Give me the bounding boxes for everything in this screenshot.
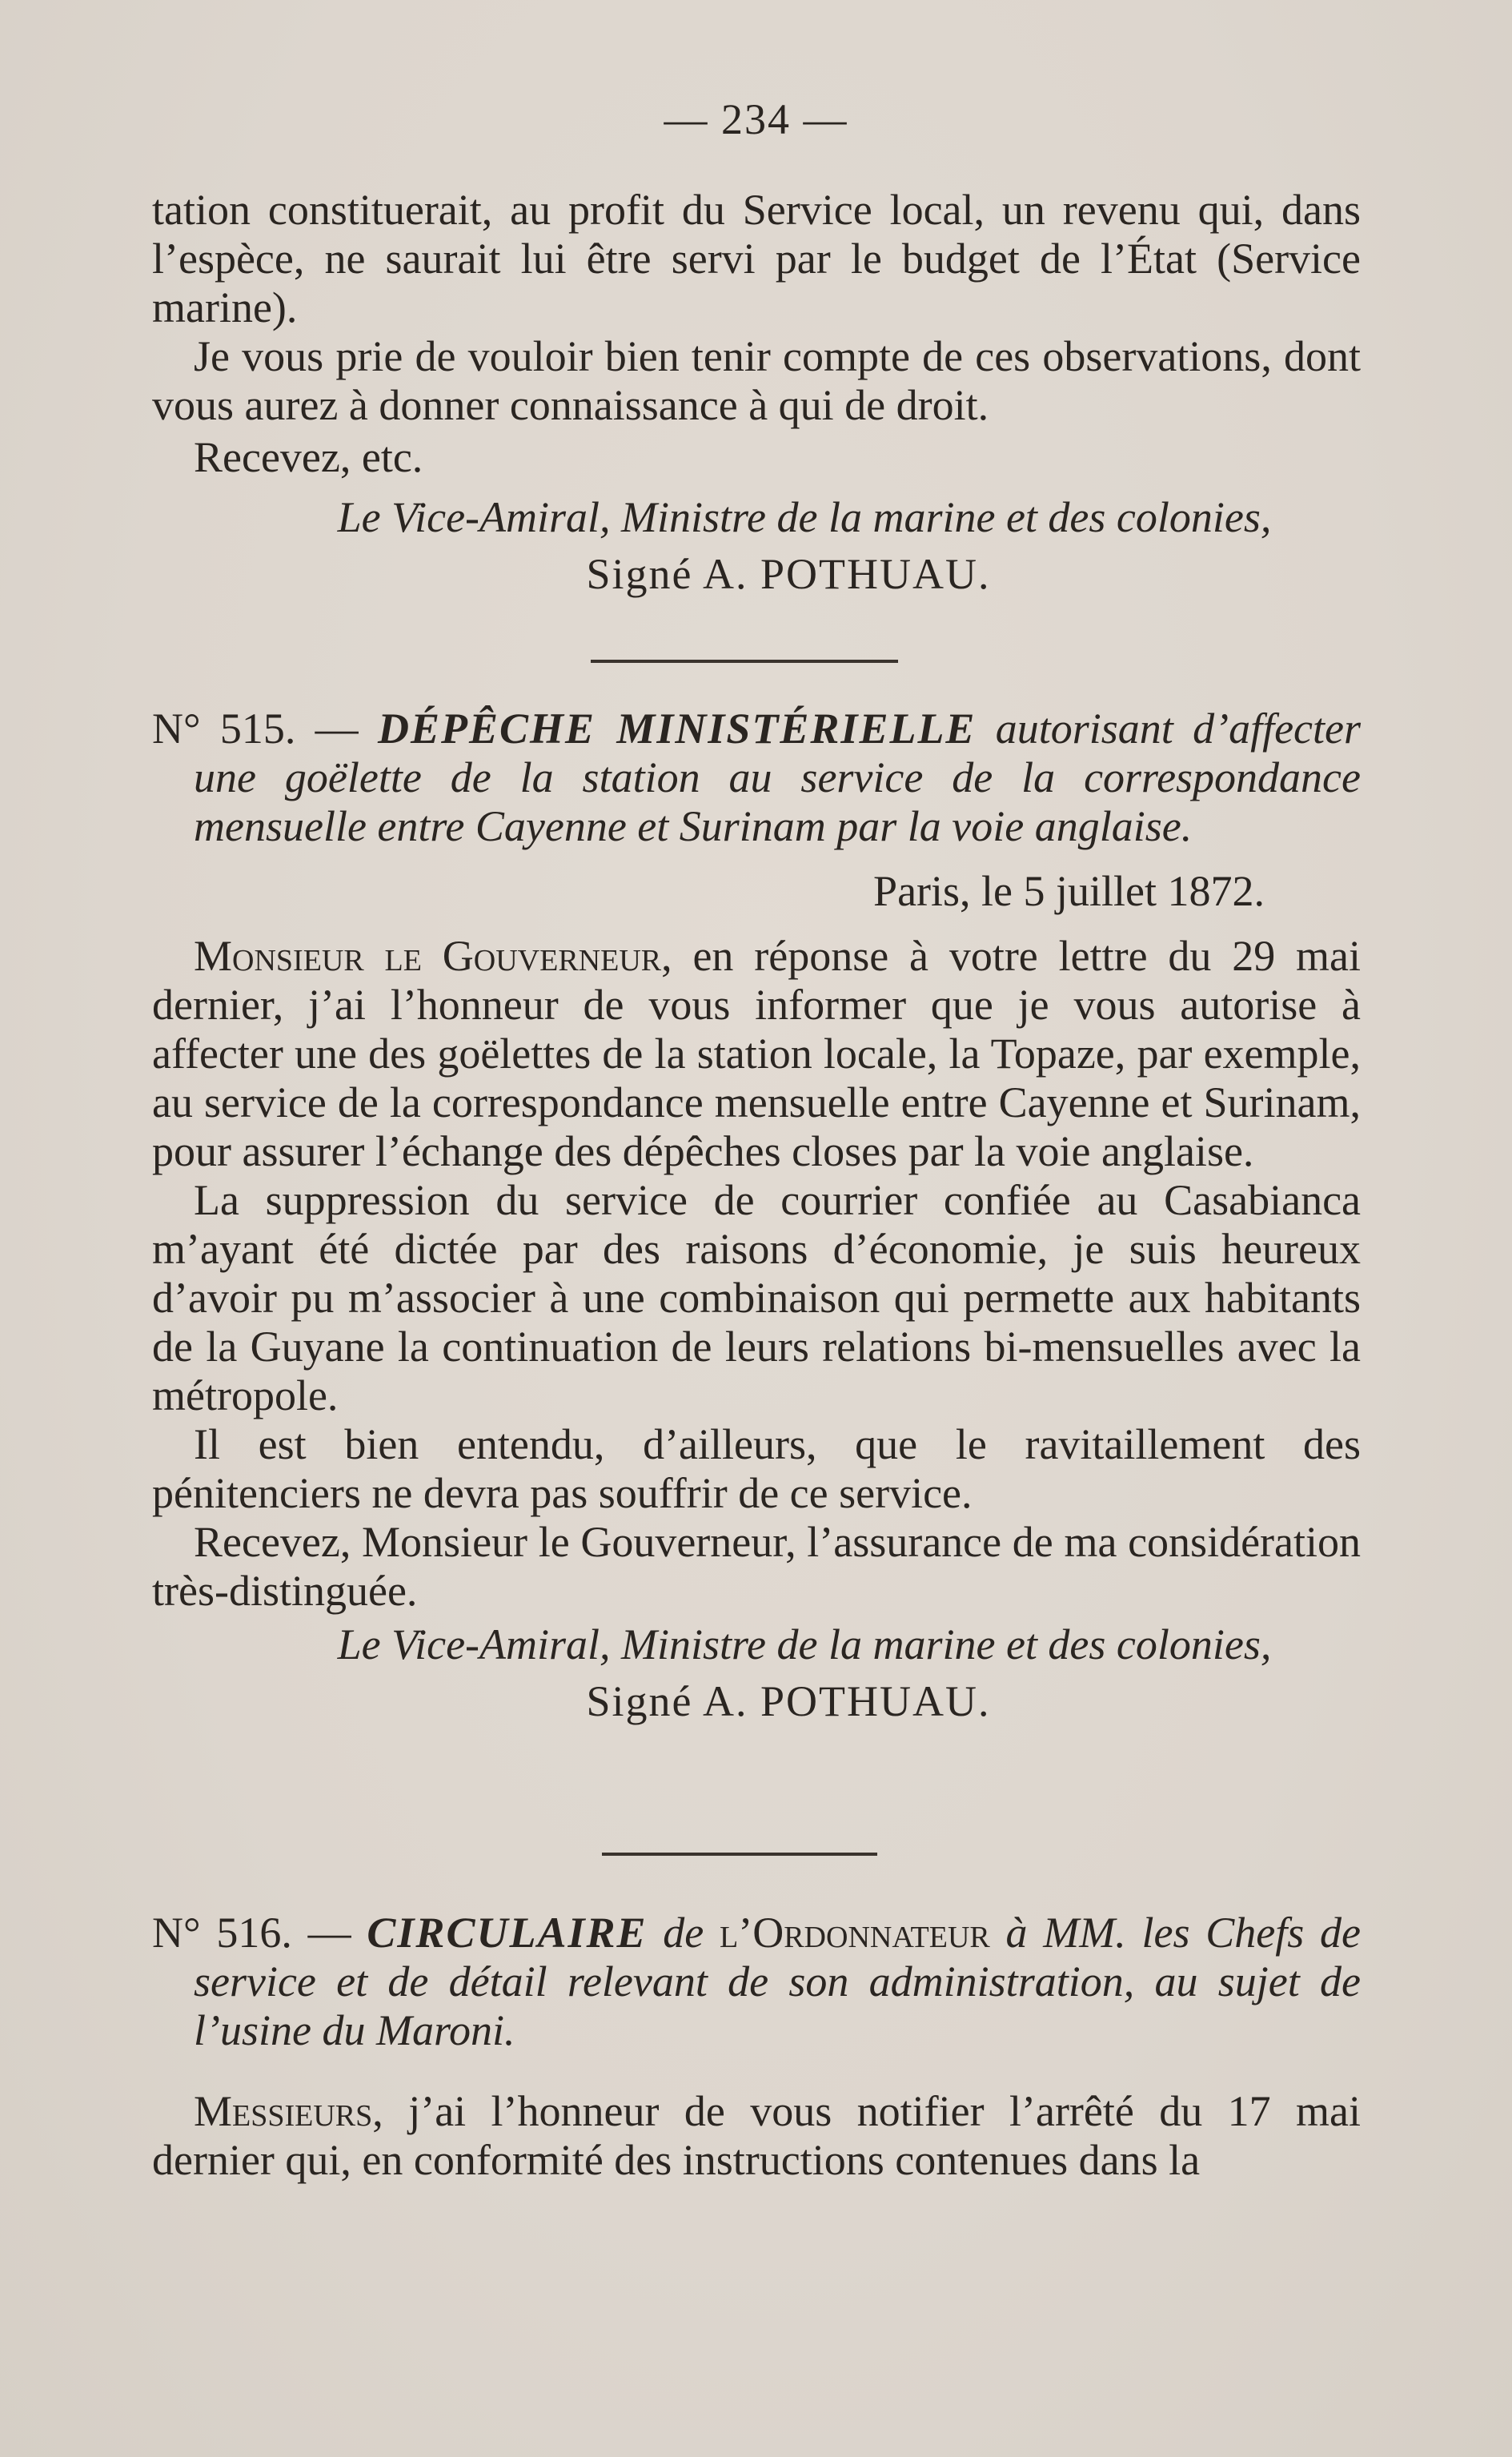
document-de: de	[663, 1909, 704, 1957]
paragraph	[152, 932, 1361, 1176]
document-number: N° 515. —	[152, 705, 359, 753]
closing: Recevez, etc.	[194, 433, 423, 481]
letter-continuation	[152, 186, 1361, 599]
document-title: CIRCULAIRE	[367, 1909, 648, 1957]
signature-role: Le Vice-Amiral, Ministre de la marine et des colonies,	[337, 1620, 1272, 1668]
salutation: Messieurs,	[194, 2087, 383, 2135]
continuation-paragraph: tation constituerait, au profit du Service local, un revenu qui, dans l’espèce, ne saurait lui être servi par le budget de l’État (Service marine).	[152, 186, 1361, 331]
paragraph: Je vous prie de vouloir bien tenir compte de ces observations, dont vous aurez à donner connaissance à qui de droit.	[152, 332, 1361, 429]
page-number: — 234 —	[664, 95, 848, 143]
salutation: Monsieur le Gouverneur,	[194, 932, 672, 980]
document-515	[152, 705, 1361, 1726]
signature-name: Signé A. POTHUAU.	[586, 550, 991, 598]
paragraph: Il est bien entendu, d’ailleurs, que le ravitaillement des pénitenciers ne devra pas souffrir de ce service.	[152, 1420, 1361, 1517]
signature-role: Le Vice-Amiral, Ministre de la marine et des colonies,	[337, 493, 1272, 541]
document-subtitle: autorisant d’affecter une goëlette de la station au service de la correspondance mensuelle entre Cayenne et Surinam par la voie anglaise.	[194, 705, 1361, 850]
document-subtitle: à MM. les Chefs de service et de détail relevant de son administration, au sujet de l’usine du Maroni.	[194, 1909, 1362, 2054]
paragraph-text: j’ai l’honneur de vous notifier l’arrêté du 17 mai dernier qui, en conformité des instructions contenues dans la	[152, 2087, 1362, 2184]
paragraph	[152, 2087, 1361, 2185]
document-title: DÉPÊCHE MINISTÉRIELLE	[377, 705, 977, 753]
paragraph: Recevez, Monsieur le Gouverneur, l’assurance de ma considération très-distinguée.	[152, 1518, 1361, 1615]
signature-name: Signé A. POTHUAU.	[586, 1677, 991, 1725]
document-heading	[152, 1909, 1361, 2055]
document-516	[152, 1909, 1361, 2185]
paragraph: La suppression du service de courrier confiée au Casabianca m’ayant été dictée par des raisons d’économie, je suis heureux d’avoir pu m’associer à une combinaison qui permette aux habitants de la Guyane la continuation de leurs relations bi-mensuelles avec la métropole.	[152, 1176, 1361, 1419]
document-author: l’Ordonnateur	[720, 1909, 990, 1957]
paragraph-text: en réponse à votre lettre du 29 mai dernier, j’ai l’honneur de vous informer que je vous autorise à affecter une des goëlettes de la station locale, la Topaze, par exemple, au service de la correspondance mensuelle entre Cayenne et Surinam, pour assurer l’échange des dépêches closes par la voie anglaise.	[152, 932, 1362, 1175]
document-heading	[152, 705, 1361, 851]
document-number: N° 516. —	[152, 1909, 351, 1957]
section-divider	[602, 1853, 877, 1856]
document-date: Paris, le 5 juillet 1872.	[873, 867, 1265, 915]
section-divider	[591, 660, 898, 663]
